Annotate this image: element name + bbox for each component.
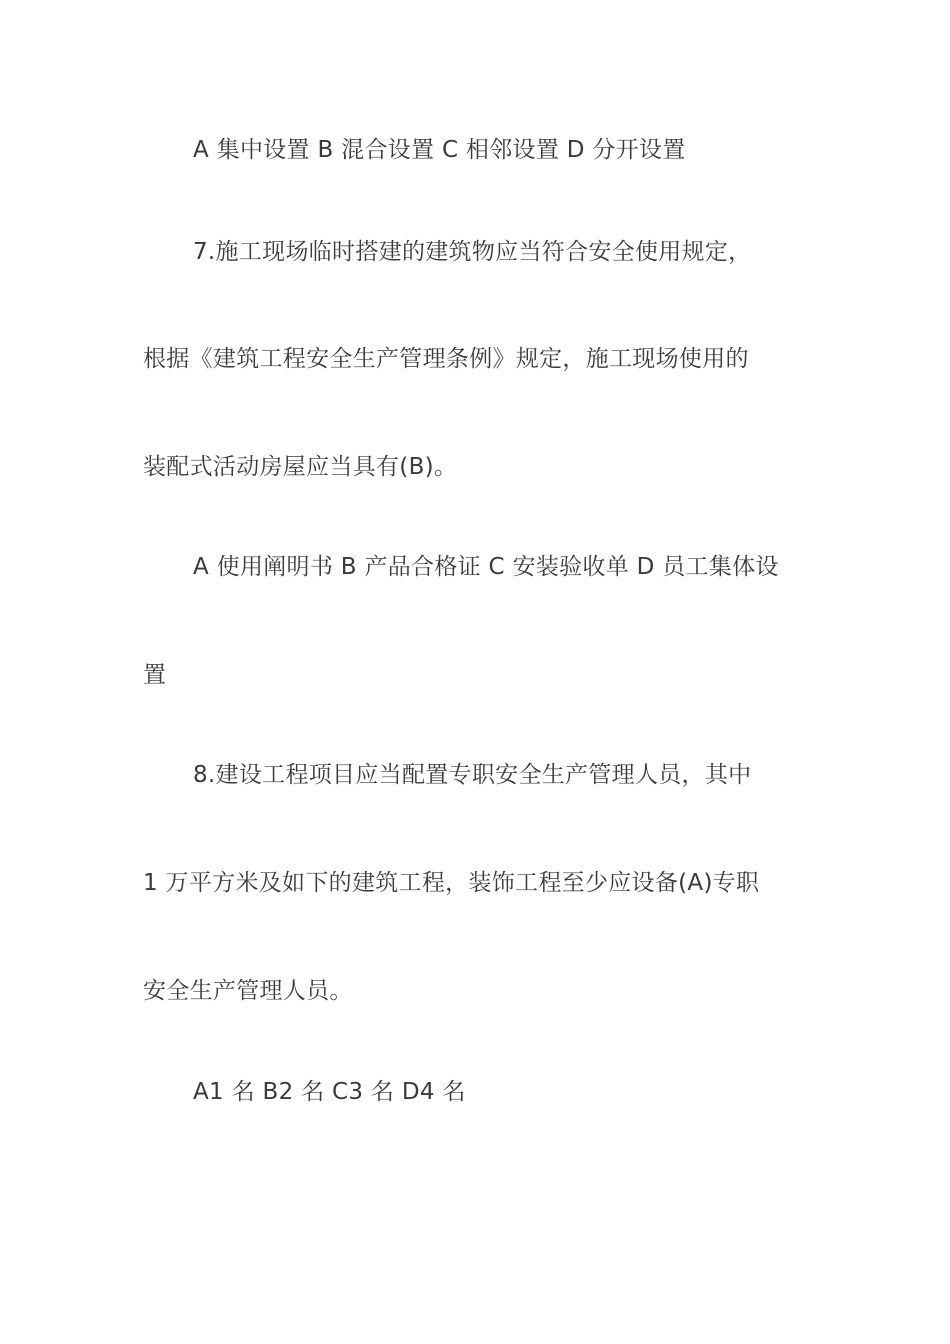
- question-7-options-line-1: A 使用阐明书 B 产品合格证 C 安装验收单 D 员工集体设: [193, 554, 779, 580]
- question-8-options: A1 名 B2 名 C3 名 D4 名: [193, 1079, 466, 1105]
- question-8-stem-line-2: 1 万平方米及如下的建筑工程，装饰工程至少应设备(A)专职: [143, 870, 760, 896]
- question-7-stem-line-2: 根据《建筑工程安全生产管理条例》规定，施工现场使用的: [143, 346, 749, 372]
- question-7-stem-line-3: 装配式活动房屋应当具有(B)。: [143, 454, 458, 480]
- question-7-stem-line-1: 7.施工现场临时搭建的建筑物应当符合安全使用规定，: [193, 239, 752, 265]
- question-8-stem-line-1: 8.建设工程项目应当配置专职安全生产管理人员，其中: [193, 762, 752, 788]
- question-8-stem-line-3: 安全生产管理人员。: [143, 978, 353, 1004]
- question-6-options: A 集中设置 B 混合设置 C 相邻设置 D 分开设置: [193, 137, 686, 163]
- question-7-options-line-2: 置: [143, 662, 167, 688]
